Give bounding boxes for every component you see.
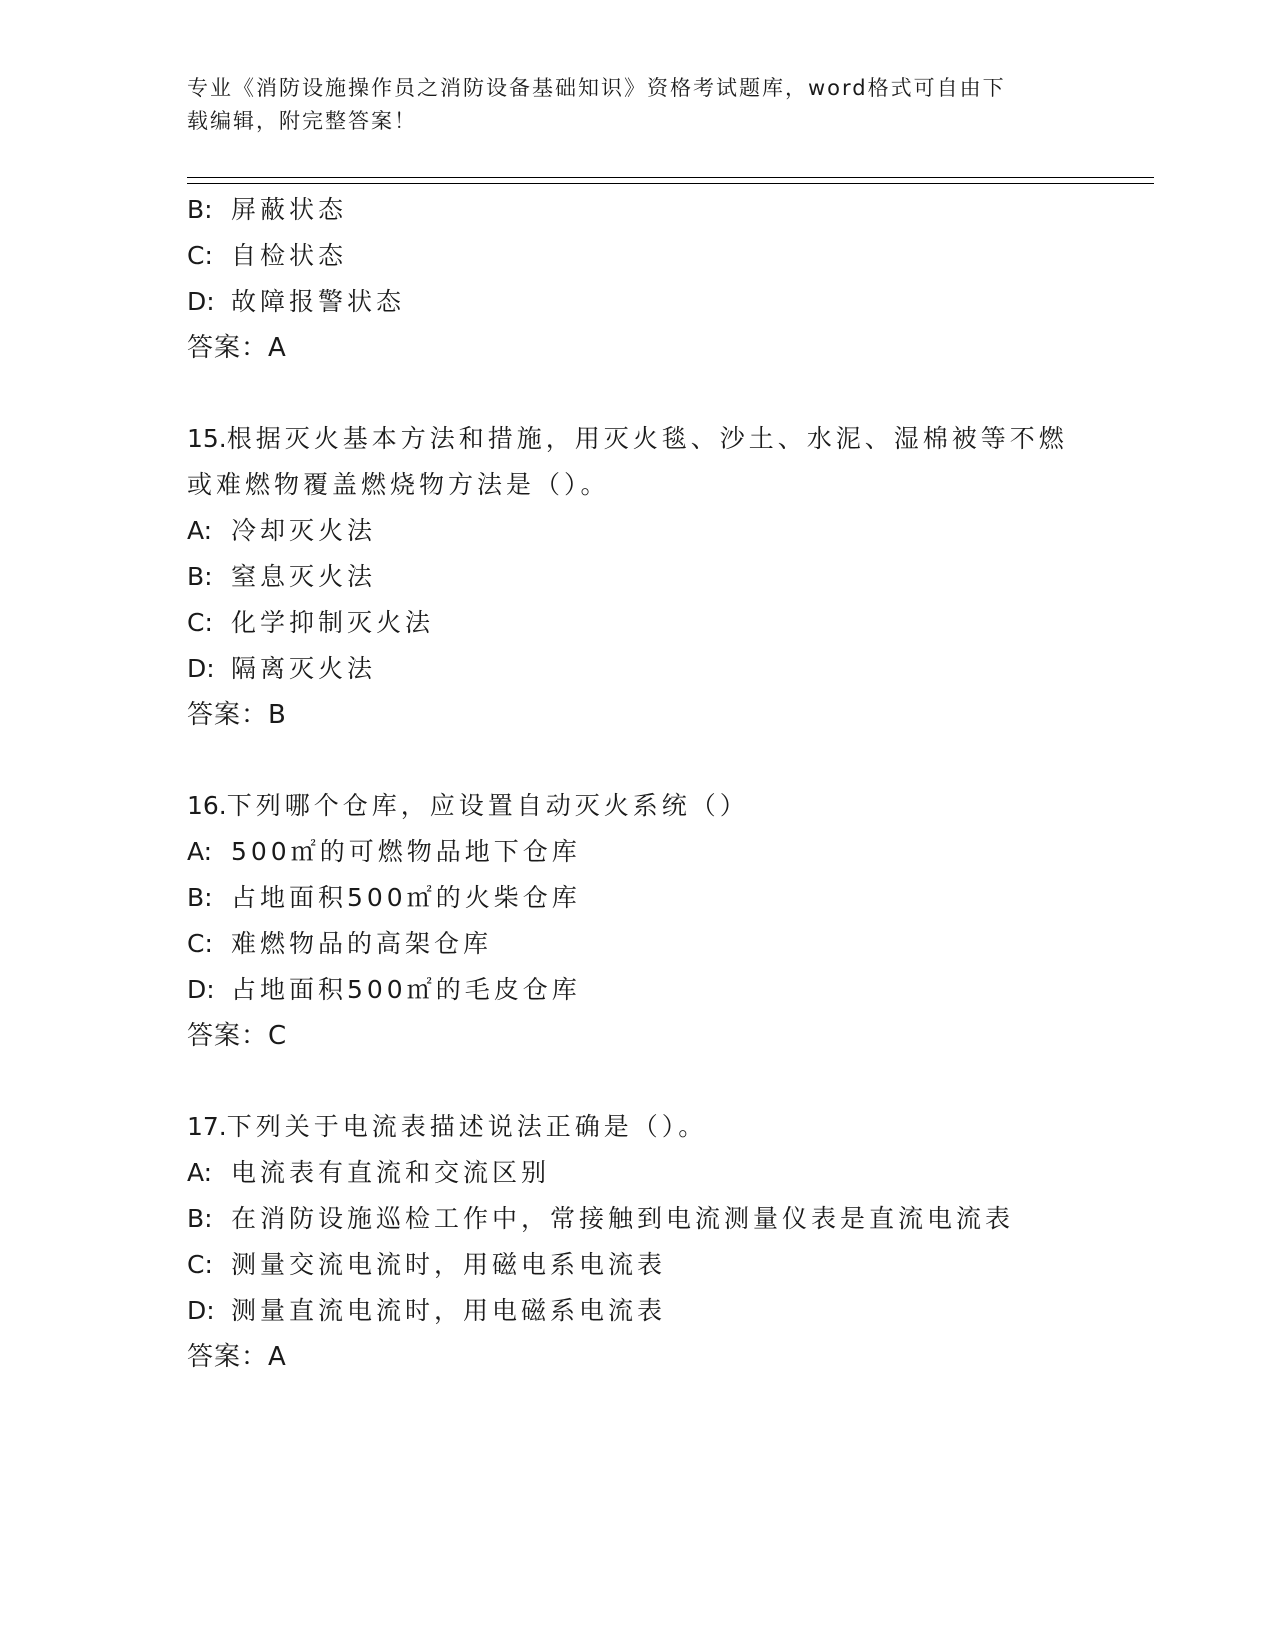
- option-key: C:: [187, 1250, 213, 1279]
- option-key: C:: [187, 241, 213, 270]
- option-text: 测量交流电流时，用磁电系电流表: [231, 1250, 667, 1279]
- question-stem: [187, 416, 1147, 462]
- option-text: 占地面积500㎡的毛皮仓库: [231, 975, 581, 1004]
- option-text: 隔离灭火法: [231, 654, 377, 683]
- answer-line: 答案：A: [187, 1342, 287, 1372]
- question-stem-text: 下列哪个仓库，应设置自动灭火系统（）: [226, 791, 749, 820]
- answer-line: 答案：B: [187, 700, 287, 730]
- option-key: A:: [187, 837, 213, 866]
- option-b: [187, 875, 1147, 921]
- header-divider-bottom: [187, 183, 1154, 184]
- option-d: [187, 279, 1147, 325]
- option-key: B:: [187, 1204, 213, 1233]
- option-b: [187, 187, 1147, 233]
- answer-line: 答案：A: [187, 333, 287, 363]
- question-number: 16.: [187, 791, 227, 820]
- option-key: C:: [187, 608, 213, 637]
- option-key: C:: [187, 929, 213, 958]
- option-text: 测量直流电流时，用电磁系电流表: [231, 1296, 667, 1325]
- option-b: [187, 554, 1147, 600]
- question-stem: [187, 1104, 1147, 1150]
- option-a: [187, 508, 1147, 554]
- option-text: 故障报警状态: [231, 287, 406, 316]
- option-key: A:: [187, 516, 213, 545]
- option-b: [187, 1196, 1147, 1242]
- header-divider-top: [187, 177, 1154, 178]
- option-d: [187, 967, 1147, 1013]
- option-key: D:: [187, 654, 215, 683]
- question-number: 15.: [187, 424, 227, 453]
- option-text: 500㎡的可燃物品地下仓库: [231, 837, 581, 866]
- option-c: [187, 1242, 1147, 1288]
- option-key: B:: [187, 195, 213, 224]
- question-16: [187, 783, 1147, 1059]
- header-line-1: 专业《消防设施操作员之消防设备基础知识》资格考试题库，word格式可自由下: [187, 76, 1006, 100]
- option-c: [187, 600, 1147, 646]
- option-a: [187, 1150, 1147, 1196]
- question-stem-text: 根据灭火基本方法和措施，用灭火毯、沙土、水泥、湿棉被等不燃: [226, 424, 1068, 453]
- option-key: D:: [187, 287, 215, 316]
- question-list: [187, 187, 1147, 1380]
- option-text: 窒息灭火法: [231, 562, 377, 591]
- option-key: D:: [187, 975, 215, 1004]
- header-line-2: 载编辑，附完整答案！: [187, 109, 417, 133]
- option-key: B:: [187, 562, 213, 591]
- question-continued: [187, 187, 1147, 371]
- document-header: [187, 72, 1087, 138]
- option-text: 电流表有直流和交流区别: [231, 1158, 551, 1187]
- option-c: [187, 921, 1147, 967]
- option-key: B:: [187, 883, 213, 912]
- option-text: 冷却灭火法: [231, 516, 377, 545]
- option-text: 占地面积500㎡的火柴仓库: [231, 883, 581, 912]
- option-text: 难燃物品的高架仓库: [231, 929, 493, 958]
- option-text: 自检状态: [231, 241, 348, 270]
- option-c: [187, 233, 1147, 279]
- question-stem: [187, 783, 1147, 829]
- option-key: D:: [187, 1296, 215, 1325]
- question-17: [187, 1104, 1147, 1380]
- answer-line: 答案：C: [187, 1021, 288, 1051]
- option-a: [187, 829, 1147, 875]
- option-d: [187, 1288, 1147, 1334]
- option-text: 屏蔽状态: [231, 195, 348, 224]
- question-stem-text: 下列关于电流表描述说法正确是（）。: [226, 1112, 708, 1141]
- option-key: A:: [187, 1158, 213, 1187]
- question-stem-continued: 或难燃物覆盖燃烧物方法是（）。: [187, 470, 610, 499]
- option-text: 在消防设施巡检工作中，常接触到电流测量仪表是直流电流表: [231, 1204, 1015, 1233]
- option-d: [187, 646, 1147, 692]
- question-number: 17.: [187, 1112, 227, 1141]
- option-text: 化学抑制灭火法: [231, 608, 435, 637]
- question-15: [187, 416, 1147, 738]
